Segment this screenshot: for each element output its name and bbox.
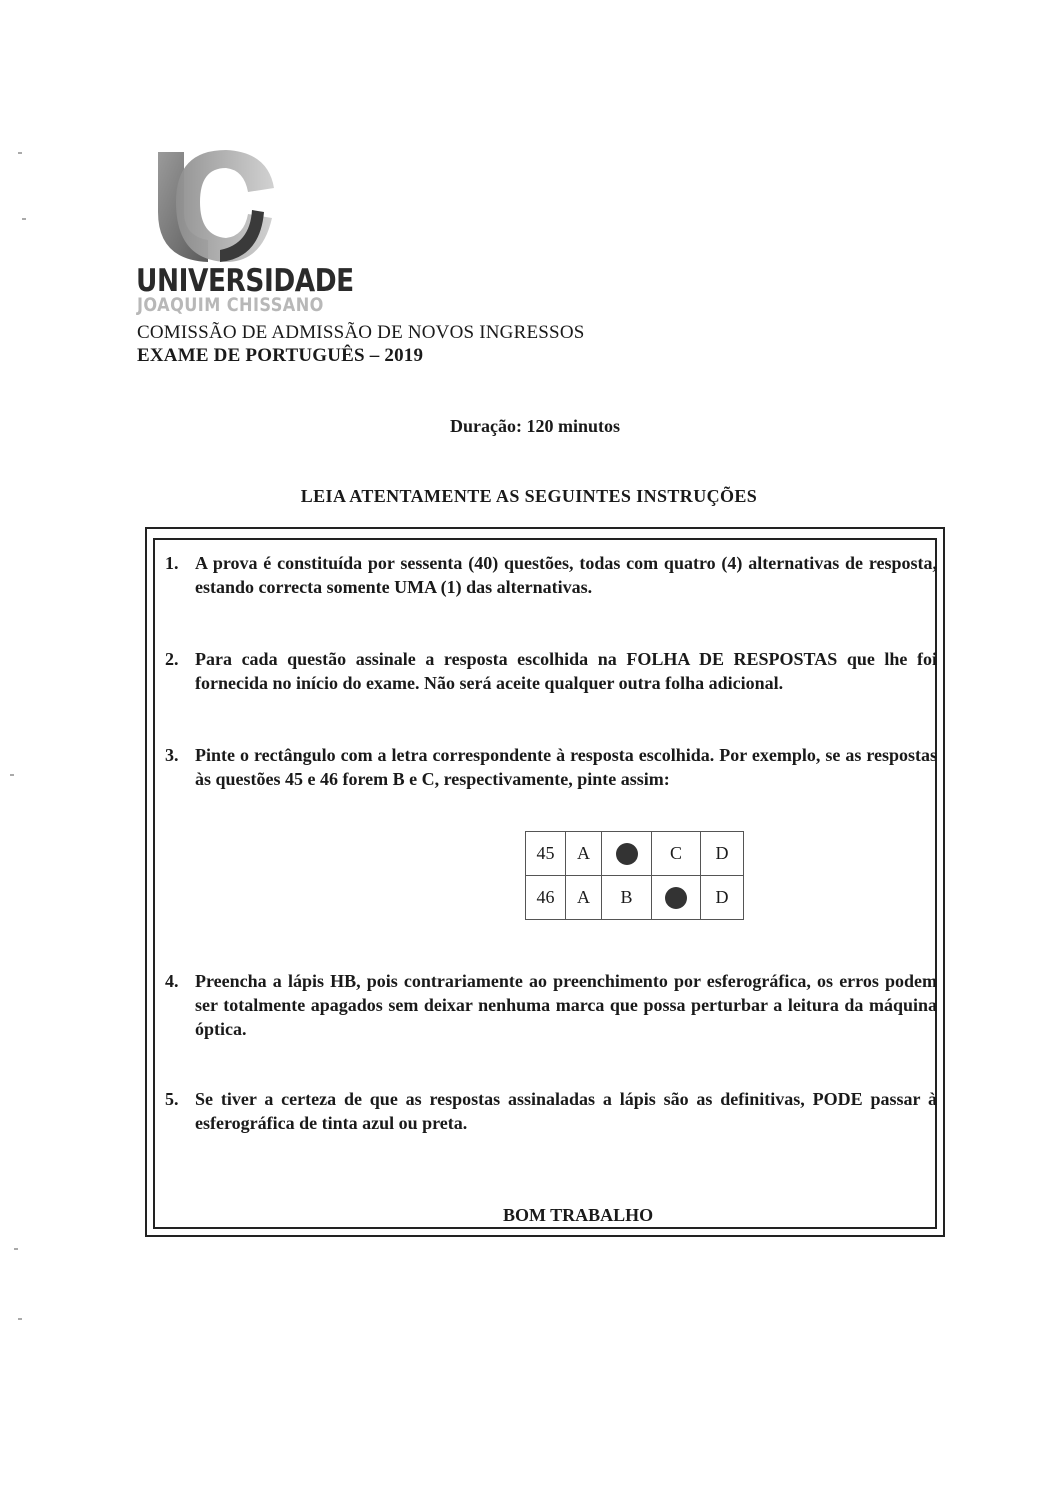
option-cell-filled xyxy=(652,876,701,920)
university-logo xyxy=(150,150,310,265)
instruction-item xyxy=(165,551,937,599)
instructions-title: LEIA ATENTAMENTE AS SEGUINTES INSTRUÇÕES xyxy=(300,486,758,506)
scan-mark xyxy=(18,1318,22,1320)
instruction-text: Se tiver a certeza de que as respostas assinaladas a lápis são as definitivas, PODE passar à esferográfica de tinta azul ou preta. xyxy=(195,1089,937,1133)
table-row xyxy=(526,876,744,920)
option-cell: A xyxy=(566,832,602,876)
question-number: 46 xyxy=(526,876,566,920)
option-cell-filled xyxy=(602,832,652,876)
option-cell: B xyxy=(602,876,652,920)
instruction-text: A prova é constituída por sessenta (40) questões, todas com quatro (4) alternativas de resposta, estando correcta somente UMA (1) das alternativas. xyxy=(195,553,937,597)
instruction-text: Preencha a lápis HB, pois contrariamente ao preenchimento por esferográfica, os erros podem ser totalmente apagados sem deixar nenhuma marca que possa perturbar a leitura da máquina óptica. xyxy=(195,971,937,1039)
exam-title: EXAME DE PORTUGUÊS – 2019 xyxy=(137,345,424,366)
logo-subtitle: JOAQUIM CHISSANO xyxy=(137,294,324,316)
commission-title: COMISSÃO DE ADMISSÃO DE NOVOS INGRESSOS xyxy=(137,322,585,343)
filled-bubble-icon xyxy=(616,843,638,865)
scan-mark xyxy=(18,152,22,154)
scan-mark xyxy=(10,774,14,776)
option-cell: A xyxy=(566,876,602,920)
instruction-item xyxy=(165,1087,937,1135)
option-cell: D xyxy=(701,832,744,876)
instruction-number: 1. xyxy=(165,553,179,573)
option-cell: C xyxy=(652,832,701,876)
instruction-text: Pinte o rectângulo com a letra correspondente à resposta escolhida. Por exemplo, se as respostas às questões 45 e 46 forem B e C, respectivamente, pinte assim: xyxy=(195,745,937,789)
instruction-text: Para cada questão assinale a resposta escolhida na FOLHA DE RESPOSTAS que lhe foi fornecida no início do exame. Não será aceite qualquer outra folha adicional. xyxy=(195,649,937,693)
scan-mark xyxy=(14,1248,18,1250)
question-number: 45 xyxy=(526,832,566,876)
instruction-item xyxy=(165,743,937,791)
option-cell: D xyxy=(701,876,744,920)
instruction-number: 2. xyxy=(165,649,179,669)
instructions-inner-border xyxy=(153,538,937,1229)
instructions-box xyxy=(145,527,945,1237)
instruction-number: 4. xyxy=(165,971,179,991)
answer-example-table xyxy=(525,831,744,920)
closing-text: BOM TRABALHO xyxy=(503,1205,654,1225)
filled-bubble-icon xyxy=(665,887,687,909)
scan-mark xyxy=(22,218,26,220)
exam-duration: Duração: 120 minutos xyxy=(450,416,620,436)
instruction-item xyxy=(165,647,937,695)
instruction-number: 5. xyxy=(165,1089,179,1109)
instruction-item xyxy=(165,969,937,1041)
instruction-number: 3. xyxy=(165,745,179,765)
table-row xyxy=(526,832,744,876)
logo-wordmark: UNIVERSIDADE xyxy=(136,263,354,299)
